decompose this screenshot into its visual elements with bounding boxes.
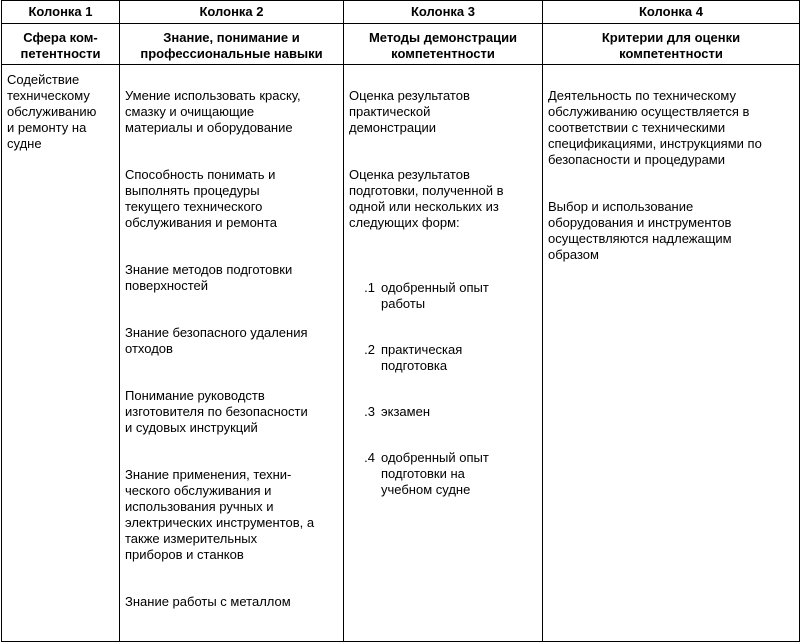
- header-cell-2: [120, 24, 344, 65]
- knowledge-item: Умение использовать краску, смазку и очищающие материалы и оборудование: [125, 88, 301, 135]
- header-competence: Сфера ком- петентности: [20, 30, 101, 61]
- column-number-2: Колонка 2: [120, 1, 344, 24]
- methods-paragraph: Оценка результатов подготовки, полученной в одной или нескольких из следующих форм:: [349, 167, 504, 230]
- knowledge-item: Способность понимать и выполнять процедуры текущего технического обслуживания и ремонта: [125, 167, 278, 230]
- form-text: одобренный опыт подготовки на учебном судне: [381, 450, 489, 497]
- column-number-4: Колонка 4: [543, 1, 800, 24]
- content-row: [2, 65, 800, 642]
- column-number-1: Колонка 1: [2, 1, 120, 24]
- competence-cell: [2, 65, 120, 642]
- column-number-row: [2, 1, 800, 24]
- form-item: [349, 342, 538, 374]
- criteria-cell: [543, 65, 800, 642]
- criteria-content: [543, 65, 799, 294]
- form-number: .4: [364, 450, 375, 465]
- form-number: .2: [364, 342, 375, 357]
- header-row: [2, 24, 800, 65]
- header-knowledge: Знание, понимание и профессиональные навыки: [140, 30, 323, 61]
- header-methods: Методы демонстрации компетентности: [368, 30, 518, 61]
- knowledge-item: Знание работы с металлом: [125, 594, 291, 609]
- competence-table: [1, 0, 800, 642]
- knowledge-item: Знание методов подготовки поверхностей: [125, 262, 293, 293]
- form-item: [349, 404, 538, 420]
- form-number: .3: [364, 404, 375, 419]
- competence-text: Содействие техническому обслуживанию и ремонту на судне: [7, 72, 97, 151]
- form-text: практическая подготовка: [381, 342, 463, 373]
- knowledge-item: Знание безопасного удаления отходов: [125, 325, 308, 356]
- header-cell-3: [344, 24, 543, 65]
- methods-cell: [344, 65, 543, 642]
- methods-content: [344, 65, 542, 544]
- criteria-item: Деятельность по техническому обслуживанию осуществляется в соответствии с техническими спецификациями, инструкциями по безопасности и процедурами: [548, 88, 762, 167]
- methods-form-list: [349, 264, 538, 528]
- form-text: одобренный опыт работы: [381, 280, 489, 311]
- form-number: .1: [364, 280, 375, 295]
- form-item: [349, 450, 538, 498]
- criteria-item: Выбор и использование оборудования и инструментов осуществляются надлежащим образом: [548, 199, 732, 262]
- header-cell-1: [2, 24, 120, 65]
- header-cell-4: [543, 24, 800, 65]
- knowledge-item: Понимание руководств изготовителя по безопасности и судовых инструкций: [125, 388, 308, 435]
- knowledge-list: [120, 65, 343, 641]
- header-criteria: Критерии для оценки компетентности: [601, 30, 741, 61]
- knowledge-cell: [120, 65, 344, 642]
- methods-paragraph: Оценка результатов практической демонстрации: [349, 88, 470, 135]
- form-text: экзамен: [381, 404, 431, 419]
- form-item: [349, 280, 538, 312]
- column-number-3: Колонка 3: [344, 1, 543, 24]
- knowledge-item: Знание применения, техни- ческого обслуживания и использования ручных и электрических инструментов, а также измерительных приборов и станков: [125, 467, 315, 562]
